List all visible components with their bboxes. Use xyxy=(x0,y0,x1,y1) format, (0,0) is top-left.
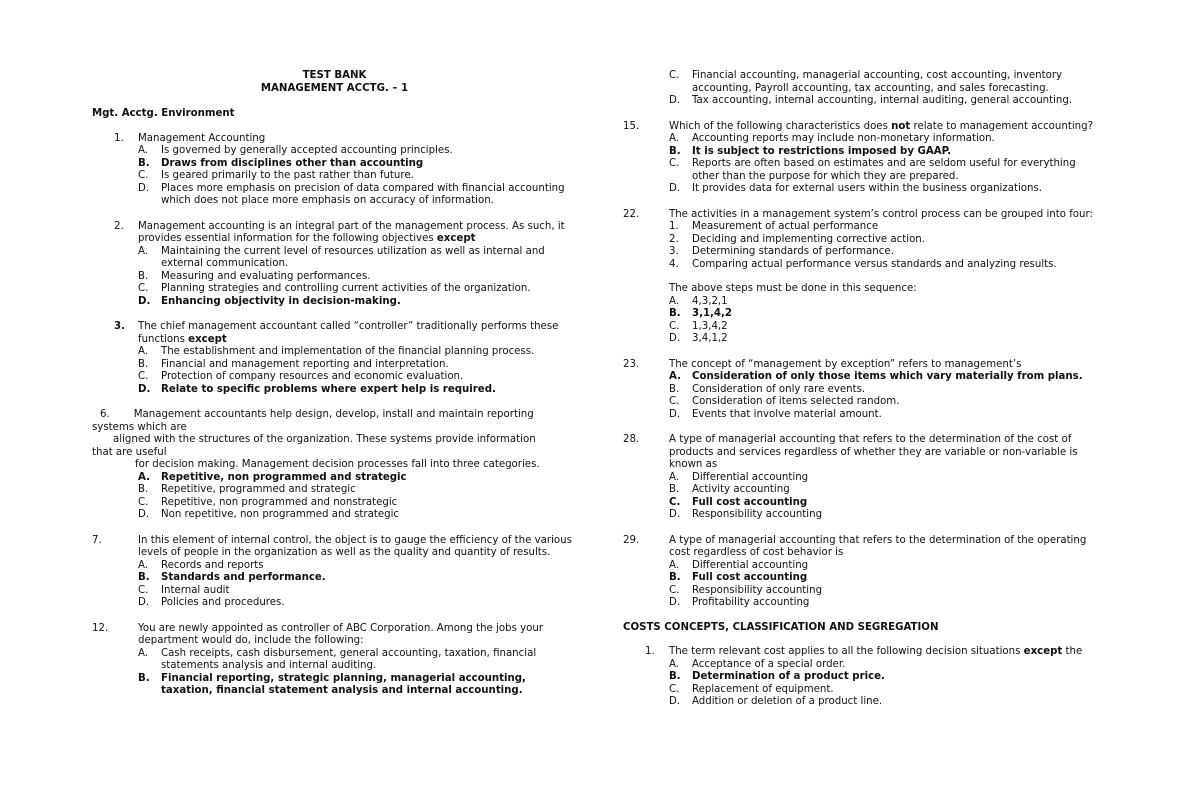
option-text: Maintaining the current level of resources utilization as well as internal and external communication. xyxy=(161,245,545,269)
option xyxy=(138,509,577,522)
option-text: Draws from disciplines other than accounting xyxy=(161,157,424,169)
option-text: Responsibility accounting xyxy=(692,584,823,596)
option-text: Records and reports xyxy=(161,559,264,571)
option-text: Relate to specific problems where expert help is required. xyxy=(161,383,496,395)
option-letter: B. xyxy=(138,572,150,583)
right-column xyxy=(623,70,1103,709)
option-letter: C. xyxy=(669,158,680,169)
option xyxy=(669,484,1103,497)
question-2 xyxy=(92,221,577,309)
option xyxy=(138,183,571,208)
option-letter: D. xyxy=(138,597,150,608)
option-letter: B. xyxy=(138,270,149,282)
step-number: 4. xyxy=(669,258,679,270)
option-text: Determination of a product price. xyxy=(692,671,885,682)
option xyxy=(669,95,1103,108)
question-12 xyxy=(92,623,577,698)
option-answer xyxy=(669,308,1103,321)
option-letter: D. xyxy=(669,408,681,420)
question-text-line: that are useful xyxy=(92,446,167,458)
option xyxy=(669,560,1103,573)
option-letter: A. xyxy=(138,145,149,156)
question-text: The activities in a management system’s control process can be grouped into four: xyxy=(669,208,1093,220)
option-letter: B. xyxy=(669,308,681,319)
option-text: Financial reporting, strategic planning, managerial accounting, taxation, financial statement analysis and internal accounting. xyxy=(161,672,526,696)
section-heading-costs: COSTS CONCEPTS, CLASSIFICATION AND SEGREGATION xyxy=(623,621,939,633)
option-text: Measuring and evaluating performances. xyxy=(161,270,371,282)
option xyxy=(669,158,1092,183)
option-text: Consideration of only those items which vary materially from plans. xyxy=(692,371,1083,382)
section-heading: Mgt. Acctg. Environment xyxy=(92,108,235,119)
question-text-line xyxy=(92,409,577,422)
option xyxy=(669,296,1103,309)
option xyxy=(138,371,577,384)
option-text: Is governed by generally accepted accounting principles. xyxy=(161,145,453,156)
question-number: 28. xyxy=(623,434,640,445)
question-text-main: Management accounting is an integral part of the management process. As such, it provides essential information for the following objectives xyxy=(138,220,565,244)
left-column xyxy=(92,70,577,698)
option-answer xyxy=(669,671,1103,684)
question-28 xyxy=(623,434,1103,522)
option-letter: D. xyxy=(138,509,150,520)
question-number: 6. xyxy=(100,409,110,420)
option-text: Repetitive, non programmed and nonstrategic xyxy=(161,496,398,508)
step-number: 3. xyxy=(669,246,679,257)
question-text: Management accountants help design, develop, install and maintain reporting xyxy=(133,409,534,420)
option-letter: D. xyxy=(669,509,681,520)
option-answer xyxy=(138,158,577,171)
option-text: Consideration of items selected random. xyxy=(692,396,900,407)
option-text: Replacement of equipment. xyxy=(692,683,834,695)
option-text: Non repetitive, non programmed and strategic xyxy=(161,509,400,520)
option-letter: A. xyxy=(138,471,150,483)
option-text: Tax accounting, internal accounting, internal auditing, general accounting. xyxy=(692,95,1073,106)
option-letter: C. xyxy=(669,320,680,332)
option xyxy=(669,659,1103,672)
question-1 xyxy=(92,133,577,208)
option-answer xyxy=(669,146,1103,159)
question-text: Management Accounting xyxy=(138,132,266,144)
option xyxy=(138,648,541,673)
option xyxy=(138,283,577,296)
option-answer xyxy=(138,384,577,397)
option xyxy=(669,409,1103,422)
question-text-end: the xyxy=(1062,646,1083,657)
option xyxy=(669,70,1092,95)
option xyxy=(138,271,577,284)
option-letter: B. xyxy=(669,572,681,583)
question-text-emphasis: except xyxy=(436,233,476,244)
option xyxy=(138,170,577,183)
option-text: Activity accounting xyxy=(692,484,790,495)
option-text: Financial accounting, managerial accounting, cost accounting, inventory accounting, Payroll accounting, tax accounting, and sales forecasting. xyxy=(692,70,1063,94)
option xyxy=(138,346,577,359)
option-letter: A. xyxy=(669,295,680,307)
option-text: Acceptance of a special order. xyxy=(692,658,846,670)
option-letter: D. xyxy=(138,383,151,395)
question-12-continued xyxy=(623,70,1103,108)
option xyxy=(669,684,1103,697)
question-number: 23. xyxy=(623,358,640,370)
option xyxy=(669,133,1103,146)
option-text: It provides data for external users within the business organizations. xyxy=(692,183,1043,194)
option xyxy=(669,183,1103,196)
option xyxy=(138,597,577,610)
question-text-emphasis: except xyxy=(1023,646,1063,657)
option xyxy=(669,396,1103,409)
option-letter: B. xyxy=(138,484,149,495)
question-number: 29. xyxy=(623,534,640,546)
option-text: Responsibility accounting xyxy=(692,509,823,520)
step xyxy=(669,221,1103,234)
option xyxy=(138,585,577,598)
option-letter: A. xyxy=(669,471,680,483)
question-number: 12. xyxy=(92,622,109,634)
option-letter: C. xyxy=(138,283,149,294)
question-text-main: The chief management accountant called “controller” traditionally performs these functions xyxy=(138,321,559,345)
option-letter: C. xyxy=(669,496,681,508)
question-text-main: Which of the following characteristics does xyxy=(669,120,892,132)
step-text: Comparing actual performance versus standards and analyzing results. xyxy=(692,258,1057,270)
option-letter: B. xyxy=(669,484,680,495)
question-text-line: for decision making. Management decision processes fall into three categories. xyxy=(135,459,540,470)
option-text: Places more emphasis on precision of data compared with financial accounting which does not place more emphasis on accuracy of information. xyxy=(161,182,565,206)
question-text-line: systems which are xyxy=(92,421,187,433)
question-22 xyxy=(623,209,1103,346)
option-letter: C. xyxy=(669,584,680,596)
option-text: 1,3,4,2 xyxy=(692,320,728,332)
question-text-emphasis: except xyxy=(188,333,227,345)
question-text xyxy=(138,321,577,346)
option-text: Reports are often based on estimates and are seldom useful for everything other than the purpose for which they are prepared. xyxy=(692,158,1076,182)
option-letter: C. xyxy=(138,496,149,508)
option-answer xyxy=(138,296,577,309)
option-letter: C. xyxy=(138,170,149,181)
option-letter: A. xyxy=(138,245,149,257)
option-text: 3,4,1,2 xyxy=(692,333,728,344)
option xyxy=(138,359,577,372)
question-text: In this element of internal control, the object is to gauge the efficiency of the various levels of people in the organization as well as the quality and quantity of results. xyxy=(138,534,572,558)
question-subtext: The above steps must be done in this sequence: xyxy=(669,283,917,294)
option-text: Internal audit xyxy=(161,584,230,596)
question-number: 3. xyxy=(114,321,125,332)
option-text: Policies and procedures. xyxy=(161,597,285,608)
option-answer xyxy=(138,572,577,585)
option-text: Full cost accounting xyxy=(692,572,808,583)
question-23 xyxy=(623,359,1103,422)
option-letter: A. xyxy=(669,559,680,571)
option-letter: A. xyxy=(669,133,680,144)
step-number: 1. xyxy=(669,221,679,232)
step xyxy=(669,259,1103,272)
option-text: The establishment and implementation of the financial planning process. xyxy=(161,346,535,357)
option-letter: C. xyxy=(669,683,680,695)
option xyxy=(138,497,577,510)
question-text-main: The term relevant cost applies to all the following decision situations xyxy=(669,646,1024,657)
option xyxy=(138,145,577,158)
option xyxy=(669,384,1103,397)
question-text: A type of managerial accounting that refers to the determination of the cost of products and services regardless of whether they are variable or non-variable is known as xyxy=(669,434,1078,470)
option-answer xyxy=(138,673,541,698)
option-text: Consideration of only rare events. xyxy=(692,383,866,395)
option-text: Planning strategies and controlling current activities of the organization. xyxy=(161,283,531,294)
step-text: Determining standards of performance. xyxy=(692,246,894,257)
option xyxy=(669,509,1103,522)
option-letter: C. xyxy=(669,396,680,407)
step-text: Deciding and implementing corrective action. xyxy=(692,233,925,245)
option-text: 3,1,4,2 xyxy=(692,308,732,319)
option-letter: C. xyxy=(138,371,149,382)
option xyxy=(669,333,1103,346)
option xyxy=(138,560,577,573)
option-text: It is subject to restrictions imposed by GAAP. xyxy=(692,145,952,157)
option-text: Differential accounting xyxy=(692,471,809,483)
question-text xyxy=(669,646,1103,659)
question-number: 1. xyxy=(645,646,655,657)
option-letter: D. xyxy=(669,333,681,344)
question-number: 7. xyxy=(92,534,102,546)
option-letter: B. xyxy=(669,145,681,157)
option-letter: D. xyxy=(138,182,150,194)
option-answer xyxy=(669,572,1103,585)
question-15 xyxy=(623,121,1103,196)
step-number: 2. xyxy=(669,233,679,245)
question-7 xyxy=(92,535,577,610)
option-text: Repetitive, non programmed and strategic xyxy=(161,471,407,483)
question-text xyxy=(669,121,1103,134)
question-number: 1. xyxy=(114,132,124,144)
option-letter: D. xyxy=(669,95,681,106)
doc-title: TEST BANK xyxy=(302,70,367,81)
question-text: You are newly appointed as controller of ABC Corporation. Among the jobs your department would do, include the following: xyxy=(138,622,544,646)
option-text: 4,3,2,1 xyxy=(692,295,728,307)
option-text: Financial and management reporting and interpretation. xyxy=(161,358,449,370)
option-letter: B. xyxy=(669,383,680,395)
question-6 xyxy=(92,409,577,522)
option-text: Differential accounting xyxy=(692,559,809,571)
question-text: The concept of “management by exception” refers to management’s xyxy=(669,358,1022,370)
option-text: Full cost accounting xyxy=(692,496,808,508)
option-text: Profitability accounting xyxy=(692,597,810,608)
option xyxy=(669,597,1103,610)
option-answer xyxy=(669,371,1103,384)
option-text: Repetitive, programmed and strategic xyxy=(161,484,356,495)
option-answer xyxy=(669,497,1103,510)
cost-question-1 xyxy=(623,646,1103,709)
question-29 xyxy=(623,535,1103,610)
option-letter: D. xyxy=(669,597,681,608)
option-answer xyxy=(138,472,577,485)
option-letter: B. xyxy=(138,672,150,684)
option-letter: D. xyxy=(669,696,681,707)
option-text: Accounting reports may include non-monetary information. xyxy=(692,133,995,144)
question-number: 15. xyxy=(623,120,640,132)
option-text: Enhancing objectivity in decision-making. xyxy=(161,295,401,307)
option xyxy=(669,321,1103,334)
question-text-end: relate to management accounting? xyxy=(910,120,1093,132)
option-letter: A. xyxy=(669,371,681,382)
option-letter: C. xyxy=(669,70,680,81)
option-text: Cash receipts, cash disbursement, general accounting, taxation, financial statements analysis and internal auditing. xyxy=(161,647,537,671)
question-3 xyxy=(92,321,577,396)
option-text: Addition or deletion of a product line. xyxy=(692,696,883,707)
question-text-emphasis: not xyxy=(891,120,911,132)
option xyxy=(669,472,1103,485)
question-number: 22. xyxy=(623,208,640,220)
question-text: A type of managerial accounting that refers to the determination of the operating cost regardless of cost behavior is xyxy=(669,534,1087,558)
step xyxy=(669,234,1103,247)
option-text: Standards and performance. xyxy=(161,572,326,583)
question-text xyxy=(138,221,577,246)
option-letter: A. xyxy=(138,647,149,659)
option-letter: B. xyxy=(669,671,681,682)
option-letter: C. xyxy=(138,584,149,596)
option-letter: B. xyxy=(138,358,149,370)
option-text: Events that involve material amount. xyxy=(692,408,882,420)
question-number: 2. xyxy=(114,220,124,232)
option-letter: D. xyxy=(669,183,681,194)
option xyxy=(669,585,1103,598)
question-text-line: aligned with the structures of the organization. These systems provide information xyxy=(113,434,536,445)
option-letter: A. xyxy=(138,346,149,357)
option-letter: D. xyxy=(138,295,151,307)
option-letter: A. xyxy=(138,559,149,571)
step xyxy=(669,246,1103,259)
option-letter: B. xyxy=(138,157,150,169)
option xyxy=(138,484,577,497)
step-text: Measurement of actual performance xyxy=(692,221,879,232)
doc-subtitle: MANAGEMENT ACCTG. – 1 xyxy=(260,82,409,94)
option xyxy=(669,696,1103,709)
option-text: Protection of company resources and economic evaluation. xyxy=(161,371,464,382)
option-letter: A. xyxy=(669,658,680,670)
option xyxy=(138,246,551,271)
option-text: Is geared primarily to the past rather than future. xyxy=(161,170,414,181)
